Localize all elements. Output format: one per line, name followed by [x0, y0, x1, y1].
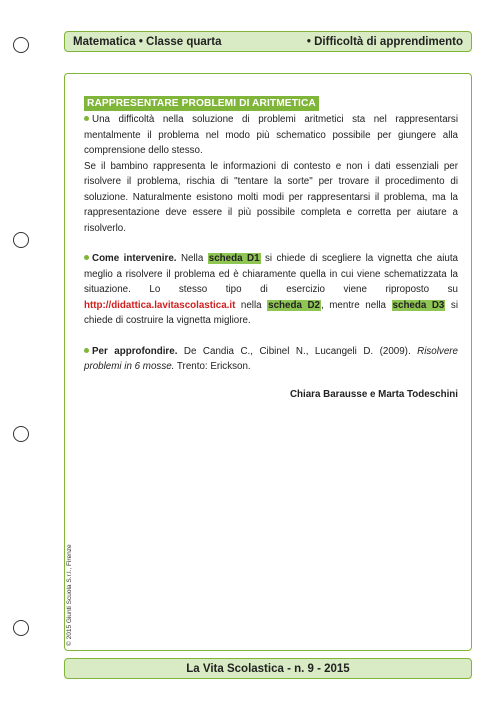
page-footer	[64, 658, 472, 679]
header-subject: Matematica • Classe quarta	[73, 35, 222, 48]
footer-text: La Vita Scolastica - n. 9 - 2015	[186, 662, 350, 675]
scheda-d1-tag: scheda D1	[208, 253, 260, 264]
intro-paragraph: Una difficoltà nella soluzione di problemi aritmetici sta nel rappresentarsi mentalmente il problema nel modo più schematico possibile per giungere alla comprensione dello stesso. Se il bambino rappresenta le informazioni di contesto e non i dati essenziali per risolvere il problema, rischia di "tentare la sorte" per trovare il procedimento di soluzione. Naturalmente esistono molti modi per rappresentarsi il problema, ma la rappresentazione deve essere il più possibile completa e corretta per aiutare a risolverlo.	[84, 114, 458, 234]
bullet-icon	[84, 255, 89, 260]
section-title: RAPPRESENTARE PROBLEMI DI ARITMETICA	[84, 96, 319, 111]
scheda-d2-tag: scheda D2	[268, 299, 320, 311]
binder-hole	[13, 620, 29, 636]
bullet-icon	[84, 116, 89, 121]
further-reading-paragraph: Per approfondire. De Candia C., Cibinel N., Lucangeli D. (2009). Risolvere problemi in 6 mosse. Trento: Erickson.	[84, 345, 458, 372]
article-body	[84, 96, 458, 402]
intervention-paragraph: Come intervenire. Nella scheda D1 si chiede di scegliere la vignetta che aiuta meglio a risolvere il problema ed è chiaramente quella in cui viene schematizzata la situazione. Lo stesso tipo di esercizio viene riproposto su http://didattica.lavitascolastica.it nella scheda D2, mentre nella scheda D3 si chiede di costruire la vignetta migliore.	[84, 253, 459, 326]
copyright-notice: © 2015 Giunti Scuola S.r.l., Firenze	[66, 544, 73, 646]
further-reading-lead: Per approfondire.	[92, 345, 178, 357]
header-topic: • Difficoltà di apprendimento	[306, 35, 463, 48]
didattica-link[interactable]: http://didattica.lavitascolastica.it	[84, 299, 236, 311]
intervention-lead: Come intervenire.	[92, 253, 177, 264]
scheda-d3-tag: scheda D3	[392, 299, 445, 311]
binder-hole	[13, 426, 29, 442]
binder-hole	[13, 232, 29, 248]
authors: Chiara Barausse e Marta Todeschini	[289, 388, 458, 400]
bullet-icon	[84, 348, 89, 353]
page-header	[64, 31, 472, 52]
book-title: Risolvere problemi in 6 mosse.	[84, 345, 458, 372]
binder-hole	[13, 37, 29, 53]
